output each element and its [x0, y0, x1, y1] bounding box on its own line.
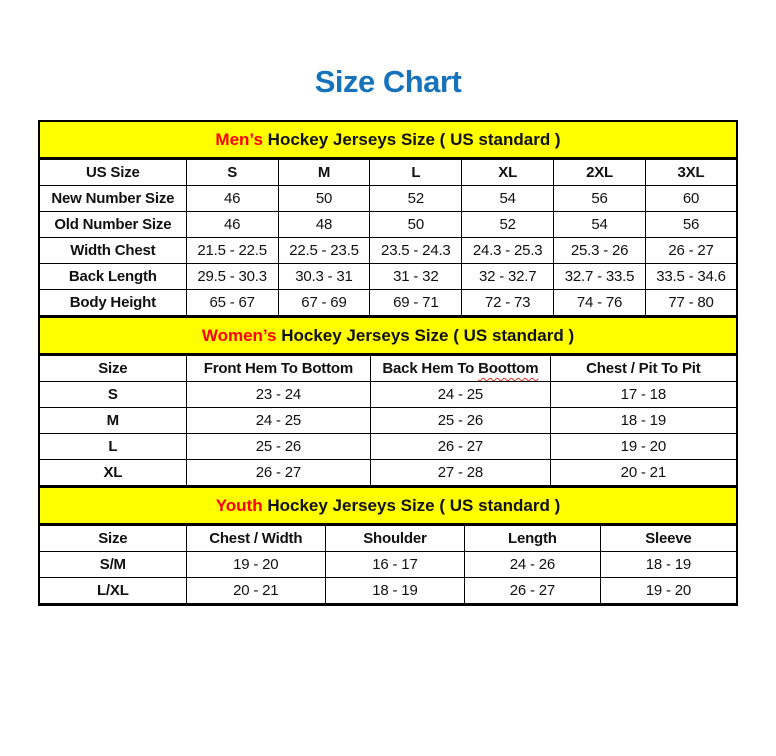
row-label: L [40, 434, 186, 460]
size-cell: 24.3 - 25.3 [462, 238, 554, 264]
table-row [40, 264, 736, 290]
size-cell: 17 - 18 [550, 382, 736, 408]
size-chart-table-group [38, 120, 738, 606]
row-label: Width Chest [40, 238, 186, 264]
column-header: 3XL [645, 160, 736, 186]
size-cell: 33.5 - 34.6 [645, 264, 736, 290]
size-cell: 18 - 19 [600, 552, 736, 578]
row-label: L/XL [40, 578, 186, 604]
column-header: Length [465, 526, 601, 552]
column-header: Size [40, 526, 186, 552]
table-row [40, 212, 736, 238]
band-text-womens: Hockey Jerseys Size ( US standard ) [276, 326, 575, 345]
size-cell: 31 - 32 [370, 264, 462, 290]
column-header: Sleeve [600, 526, 736, 552]
size-cell: 67 - 69 [278, 290, 370, 316]
row-label: M [40, 408, 186, 434]
mens-size-table [40, 159, 736, 316]
size-cell: 56 [645, 212, 736, 238]
column-header: M [278, 160, 370, 186]
table-row [40, 578, 736, 604]
size-cell: 56 [554, 186, 646, 212]
section-band-youth [40, 486, 736, 525]
size-cell: 23 - 24 [186, 382, 370, 408]
column-header-misspelled-word: Boottom [478, 360, 539, 377]
size-cell: 65 - 67 [186, 290, 278, 316]
size-cell: 72 - 73 [462, 290, 554, 316]
row-label: New Number Size [40, 186, 186, 212]
column-header: US Size [40, 160, 186, 186]
column-header: Chest / Pit To Pit [550, 356, 736, 382]
size-cell: 20 - 21 [550, 460, 736, 486]
size-cell: 32.7 - 33.5 [554, 264, 646, 290]
size-cell: 20 - 21 [186, 578, 325, 604]
row-label: S/M [40, 552, 186, 578]
size-chart-page [0, 64, 776, 606]
size-cell: 48 [278, 212, 370, 238]
band-accent-mens: Men’s [215, 130, 263, 149]
size-cell: 60 [645, 186, 736, 212]
size-cell: 32 - 32.7 [462, 264, 554, 290]
band-text-youth: Hockey Jerseys Size ( US standard ) [262, 496, 561, 515]
size-cell: 25.3 - 26 [554, 238, 646, 264]
size-cell: 27 - 28 [371, 460, 551, 486]
size-cell: 24 - 25 [371, 382, 551, 408]
row-label: XL [40, 460, 186, 486]
size-cell: 50 [278, 186, 370, 212]
size-cell: 77 - 80 [645, 290, 736, 316]
size-cell: 52 [462, 212, 554, 238]
page-title: Size Chart [314, 64, 462, 99]
column-header [371, 356, 551, 382]
row-label: S [40, 382, 186, 408]
size-cell: 30.3 - 31 [278, 264, 370, 290]
column-header: Shoulder [325, 526, 464, 552]
table-row [40, 460, 736, 486]
size-cell: 22.5 - 23.5 [278, 238, 370, 264]
column-header: 2XL [554, 160, 646, 186]
size-cell: 46 [186, 186, 278, 212]
size-cell: 25 - 26 [186, 434, 370, 460]
size-cell: 25 - 26 [371, 408, 551, 434]
table-row [40, 186, 736, 212]
size-cell: 19 - 20 [186, 552, 325, 578]
row-label: Body Height [40, 290, 186, 316]
size-cell: 18 - 19 [550, 408, 736, 434]
size-cell: 19 - 20 [600, 578, 736, 604]
row-label: Old Number Size [40, 212, 186, 238]
table-row [40, 434, 736, 460]
youth-header-row [40, 526, 736, 552]
size-cell: 26 - 27 [371, 434, 551, 460]
column-header: L [370, 160, 462, 186]
mens-header-row [40, 160, 736, 186]
size-cell: 54 [554, 212, 646, 238]
column-header: XL [462, 160, 554, 186]
table-row [40, 552, 736, 578]
row-label: Back Length [40, 264, 186, 290]
table-row [40, 238, 736, 264]
band-accent-youth: Youth [215, 496, 263, 515]
size-cell: 54 [462, 186, 554, 212]
table-row [40, 408, 736, 434]
size-cell: 26 - 27 [186, 460, 370, 486]
womens-header-row [40, 356, 736, 382]
size-cell: 23.5 - 24.3 [370, 238, 462, 264]
column-header: Size [40, 356, 186, 382]
table-row [40, 290, 736, 316]
column-header: Front Hem To Bottom [186, 356, 370, 382]
size-cell: 19 - 20 [550, 434, 736, 460]
column-header: S [186, 160, 278, 186]
size-cell: 50 [370, 212, 462, 238]
size-cell: 24 - 26 [465, 552, 601, 578]
band-accent-womens: Women’s [201, 326, 277, 345]
womens-size-table [40, 355, 736, 486]
section-band-mens [40, 122, 736, 159]
size-cell: 21.5 - 22.5 [186, 238, 278, 264]
size-cell: 74 - 76 [554, 290, 646, 316]
size-cell: 26 - 27 [645, 238, 736, 264]
section-band-womens [40, 316, 736, 355]
column-header: Chest / Width [186, 526, 325, 552]
size-cell: 18 - 19 [325, 578, 464, 604]
size-cell: 26 - 27 [465, 578, 601, 604]
size-cell: 52 [370, 186, 462, 212]
size-cell: 69 - 71 [370, 290, 462, 316]
size-cell: 16 - 17 [325, 552, 464, 578]
table-row [40, 382, 736, 408]
column-header-text: Back Hem To [382, 360, 479, 377]
band-text-mens: Hockey Jerseys Size ( US standard ) [262, 130, 561, 149]
size-cell: 24 - 25 [186, 408, 370, 434]
youth-size-table [40, 525, 736, 604]
size-cell: 46 [186, 212, 278, 238]
size-cell: 29.5 - 30.3 [186, 264, 278, 290]
